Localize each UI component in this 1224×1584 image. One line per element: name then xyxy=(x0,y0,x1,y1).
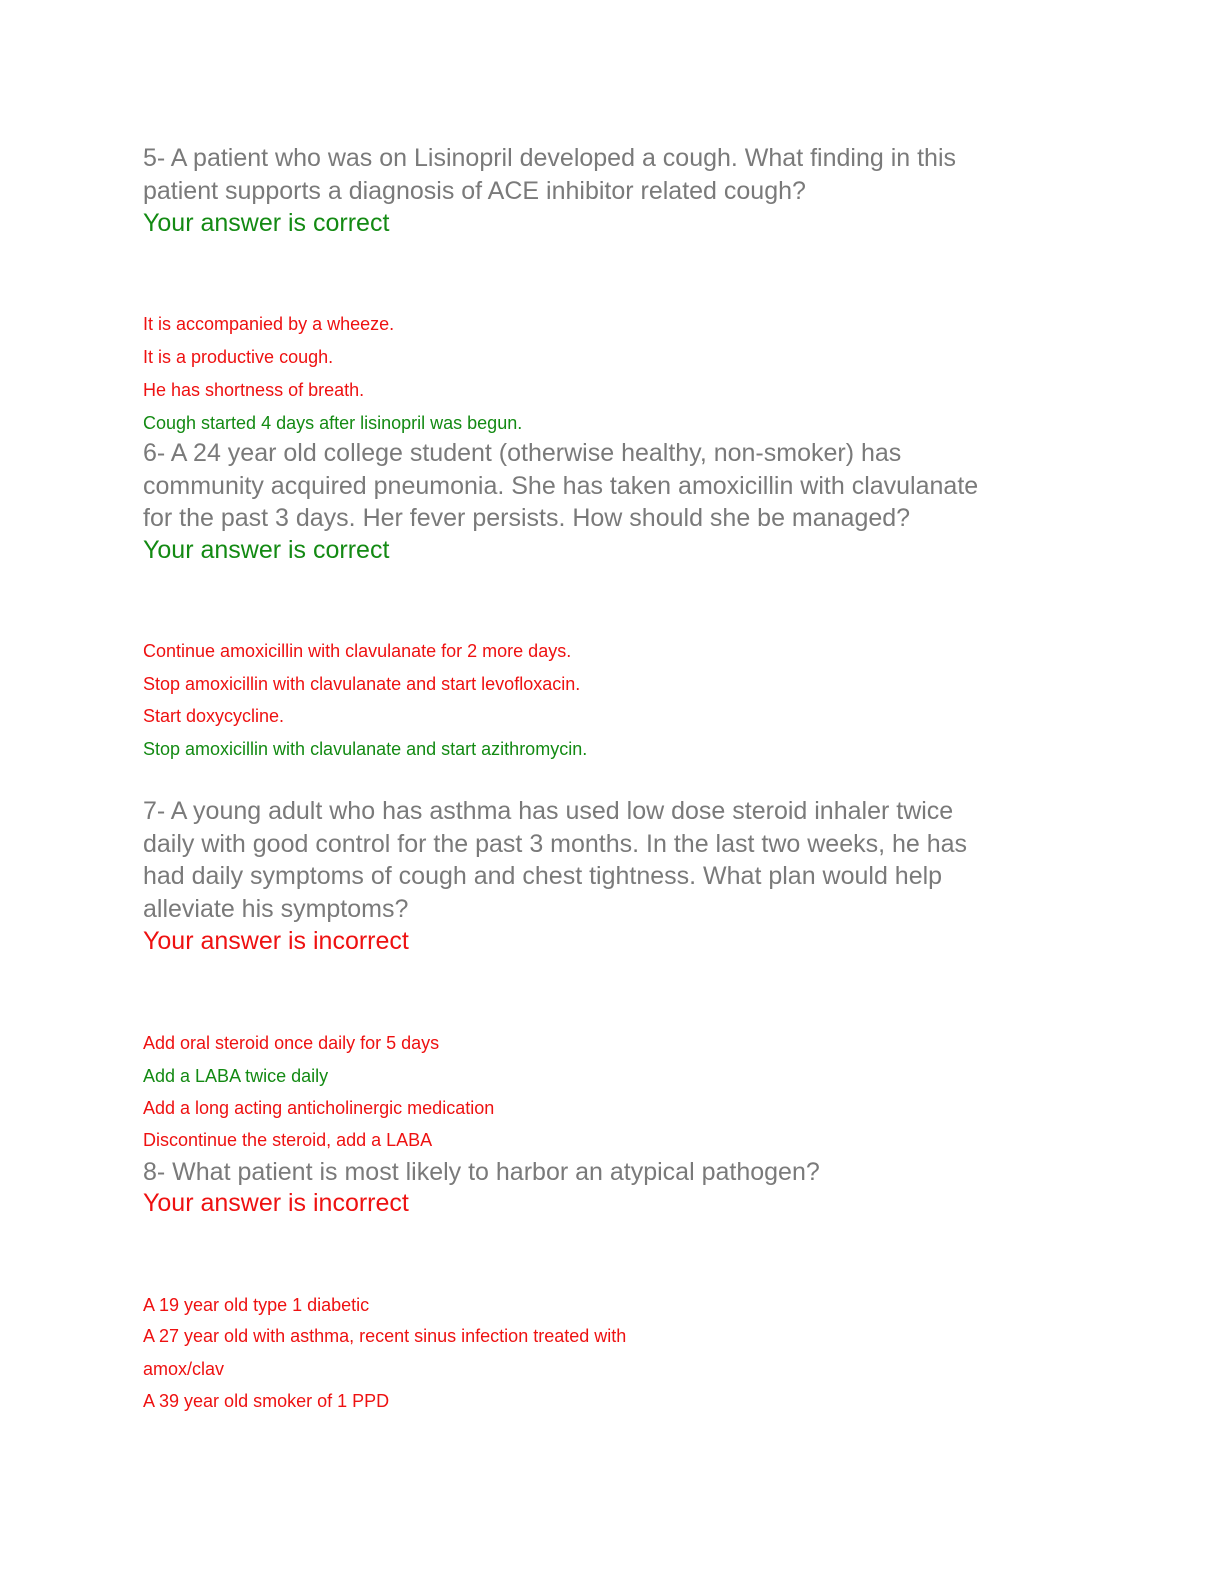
question-8-text xyxy=(143,1156,1063,1189)
question-5-option-3: He has shortness of breath. xyxy=(143,380,365,400)
question-7-option-1: Add oral steroid once daily for 5 days xyxy=(143,1033,440,1053)
question-7-line-3: had daily symptoms of cough and chest tightness. What plan would help xyxy=(143,862,943,890)
question-8-status: Your answer is incorrect xyxy=(143,1189,409,1217)
question-7-line-2: daily with good control for the past 3 months. In the last two weeks, he has xyxy=(143,829,968,858)
question-8-line-1: 8- What patient is most likely to harbor an atypical pathogen? xyxy=(143,1158,820,1186)
question-8-option-2-cont: amox/clav xyxy=(143,1359,225,1379)
question-8-option-3: A 39 year old smoker of 1 PPD xyxy=(143,1391,390,1411)
question-5-option-4: Cough started 4 days after lisinopril was begun. xyxy=(143,413,523,433)
question-6-option-3: Start doxycycline. xyxy=(143,706,285,726)
question-6-line-3: for the past 3 days. Her fever persists. How should she be managed? xyxy=(143,504,911,532)
question-8-option-1: A 19 year old type 1 diabetic xyxy=(143,1295,370,1315)
question-7-line-1: 7- A young adult who has asthma has used low dose steroid inhaler twice xyxy=(143,797,954,825)
question-7-option-3: Add a long acting anticholinergic medication xyxy=(143,1098,495,1118)
question-5-line-1: 5- A patient who was on Lisinopril developed a cough. What finding in this xyxy=(143,144,957,172)
question-6-option-2: Stop amoxicillin with clavulanate and start levofloxacin. xyxy=(143,674,581,694)
question-7-status: Your answer is incorrect xyxy=(143,927,409,955)
question-6-text xyxy=(143,437,1063,535)
question-7-option-2: Add a LABA twice daily xyxy=(143,1066,329,1086)
question-7-line-4: alleviate his symptoms? xyxy=(143,894,409,923)
question-6-option-1: Continue amoxicillin with clavulanate for 2 more days. xyxy=(143,641,572,661)
question-7-option-4: Discontinue the steroid, add a LABA xyxy=(143,1130,433,1150)
question-5-text xyxy=(143,142,1063,207)
question-6-option-4: Stop amoxicillin with clavulanate and start azithromycin. xyxy=(143,739,588,759)
question-6-line-1: 6- A 24 year old college student (otherwise healthy, non-smoker) has xyxy=(143,439,902,467)
question-8-option-2: A 27 year old with asthma, recent sinus infection treated with xyxy=(143,1326,627,1346)
question-6-line-2: community acquired pneumonia. She has taken amoxicillin with clavulanate xyxy=(143,471,979,500)
question-5-option-2: It is a productive cough. xyxy=(143,347,334,367)
question-5-option-1: It is accompanied by a wheeze. xyxy=(143,314,395,334)
question-7-text xyxy=(143,795,1063,925)
question-6-status: Your answer is correct xyxy=(143,536,390,564)
question-5-line-2: patient supports a diagnosis of ACE inhibitor related cough? xyxy=(143,176,806,205)
question-5-status: Your answer is correct xyxy=(143,209,390,237)
